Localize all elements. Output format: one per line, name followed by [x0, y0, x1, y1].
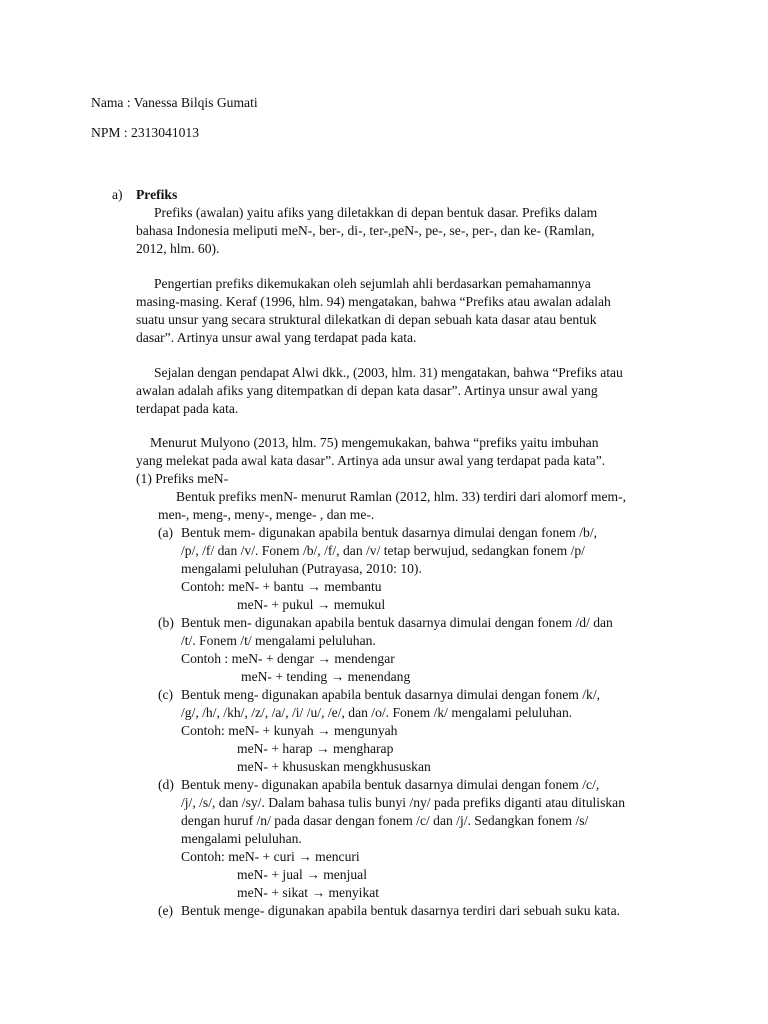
section-a-title: Prefiks — [136, 187, 178, 202]
paragraph-line: Pengertian prefiks dikemukakan oleh sejumlah ahli berdasarkan pemahamannya — [154, 276, 591, 291]
example-line: meN- + harap → mengharap — [237, 741, 394, 756]
paragraph-line: Prefiks (awalan) yaitu afiks yang diletakkan di depan bentuk dasar. Prefiks dalam — [154, 205, 598, 220]
list-item-line: Bentuk mem- digunakan apabila bentuk dasarnya dimulai dengan fonem /b/, — [181, 525, 598, 540]
section-a-marker: a) — [112, 187, 123, 202]
list-item-marker: (e) — [158, 903, 174, 918]
paragraph-line: 2012, hlm. 60). — [136, 241, 220, 256]
student-npm: NPM : 2313041013 — [91, 125, 200, 140]
list-item-line: Bentuk men- digunakan apabila bentuk dasarnya dimulai dengan fonem /d/ dan — [181, 615, 613, 630]
paragraph-line: men-, meng-, meny-, menge- , dan me-. — [158, 507, 375, 522]
list-item-line: /j/, /s/, dan /sy/. Dalam bahasa tulis bunyi /ny/ pada prefiks diganti atau dituliskan — [181, 795, 625, 810]
list-item-marker: (d) — [158, 777, 174, 792]
list-item-marker: (c) — [158, 687, 174, 702]
list-item-marker: (b) — [158, 615, 174, 630]
list-item-line: Bentuk meny- digunakan apabila bentuk dasarnya dimulai dengan fonem /c/, — [181, 777, 600, 792]
example-line: Contoh: meN- + bantu → membantu — [181, 579, 382, 594]
paragraph-line: masing-masing. Keraf (1996, hlm. 94) mengatakan, bahwa “Prefiks atau awalan adalah — [136, 294, 611, 309]
example-line: Contoh : meN- + dengar → mendengar — [181, 651, 395, 666]
list-item-line: /g/, /h/, /kh/, /z/, /a/, /i/ /u/, /e/, dan /o/. Fonem /k/ mengalami peluluhan. — [181, 705, 573, 720]
list-item-line: Bentuk meng- digunakan apabila bentuk dasarnya dimulai dengan fonem /k/, — [181, 687, 601, 702]
paragraph-line: Menurut Mulyono (2013, hlm. 75) mengemukakan, bahwa “prefiks yaitu imbuhan — [150, 435, 599, 450]
list-item-line: mengalami peluluhan (Putrayasa, 2010: 10). — [181, 561, 422, 576]
example-line: Contoh: meN- + curi → mencuri — [181, 849, 360, 864]
paragraph-line: terdapat pada kata. — [136, 401, 239, 416]
list-item-line: /p/, /f/ dan /v/. Fonem /b/, /f/, dan /v/ tetap berwujud, sedangkan fonem /p/ — [181, 543, 585, 558]
example-line: meN- + tending → menendang — [241, 669, 411, 684]
list-item-line: dengan huruf /n/ pada dasar dengan fonem /c/ dan /j/. Sedangkan fonem /s/ — [181, 813, 589, 828]
example-line: meN- + pukul → memukul — [237, 597, 386, 612]
subsection-heading: (1) Prefiks meN- — [136, 471, 229, 486]
example-line: meN- + jual → menjual — [237, 867, 367, 882]
example-line: meN- + khususkan mengkhususkan — [237, 759, 431, 774]
list-item-line: mengalami peluluhan. — [181, 831, 302, 846]
paragraph-line: awalan adalah afiks yang ditempatkan di depan kata dasar”. Artinya unsur awal yang — [136, 383, 598, 398]
example-line: meN- + sikat → menyikat — [237, 885, 380, 900]
example-line: Contoh: meN- + kunyah → mengunyah — [181, 723, 398, 738]
student-name: Nama : Vanessa Bilqis Gumati — [91, 95, 258, 110]
list-item-marker: (a) — [158, 525, 174, 540]
paragraph-line: Sejalan dengan pendapat Alwi dkk., (2003, hlm. 31) mengatakan, bahwa “Prefiks atau — [154, 365, 623, 380]
paragraph-line: suatu unsur yang secara struktural dilekatkan di depan sebuah kata dasar atau bentuk — [136, 312, 597, 327]
paragraph-line: dasar”. Artinya unsur awal yang terdapat pada kata. — [136, 330, 417, 345]
paragraph-line: yang melekat pada awal kata dasar”. Artinya ada unsur awal yang terdapat pada kata”. — [136, 453, 606, 468]
paragraph-line: bahasa Indonesia meliputi meN-, ber-, di-, ter-,peN-, pe-, se-, per-, dan ke- (Ramlan, — [136, 223, 595, 238]
paragraph-line: Bentuk prefiks menN- menurut Ramlan (2012, hlm. 33) terdiri dari alomorf mem-, — [176, 489, 626, 504]
list-item-line: /t/. Fonem /t/ mengalami peluluhan. — [181, 633, 376, 648]
list-item-line: Bentuk menge- digunakan apabila bentuk dasarnya terdiri dari sebuah suku kata. — [181, 903, 621, 918]
